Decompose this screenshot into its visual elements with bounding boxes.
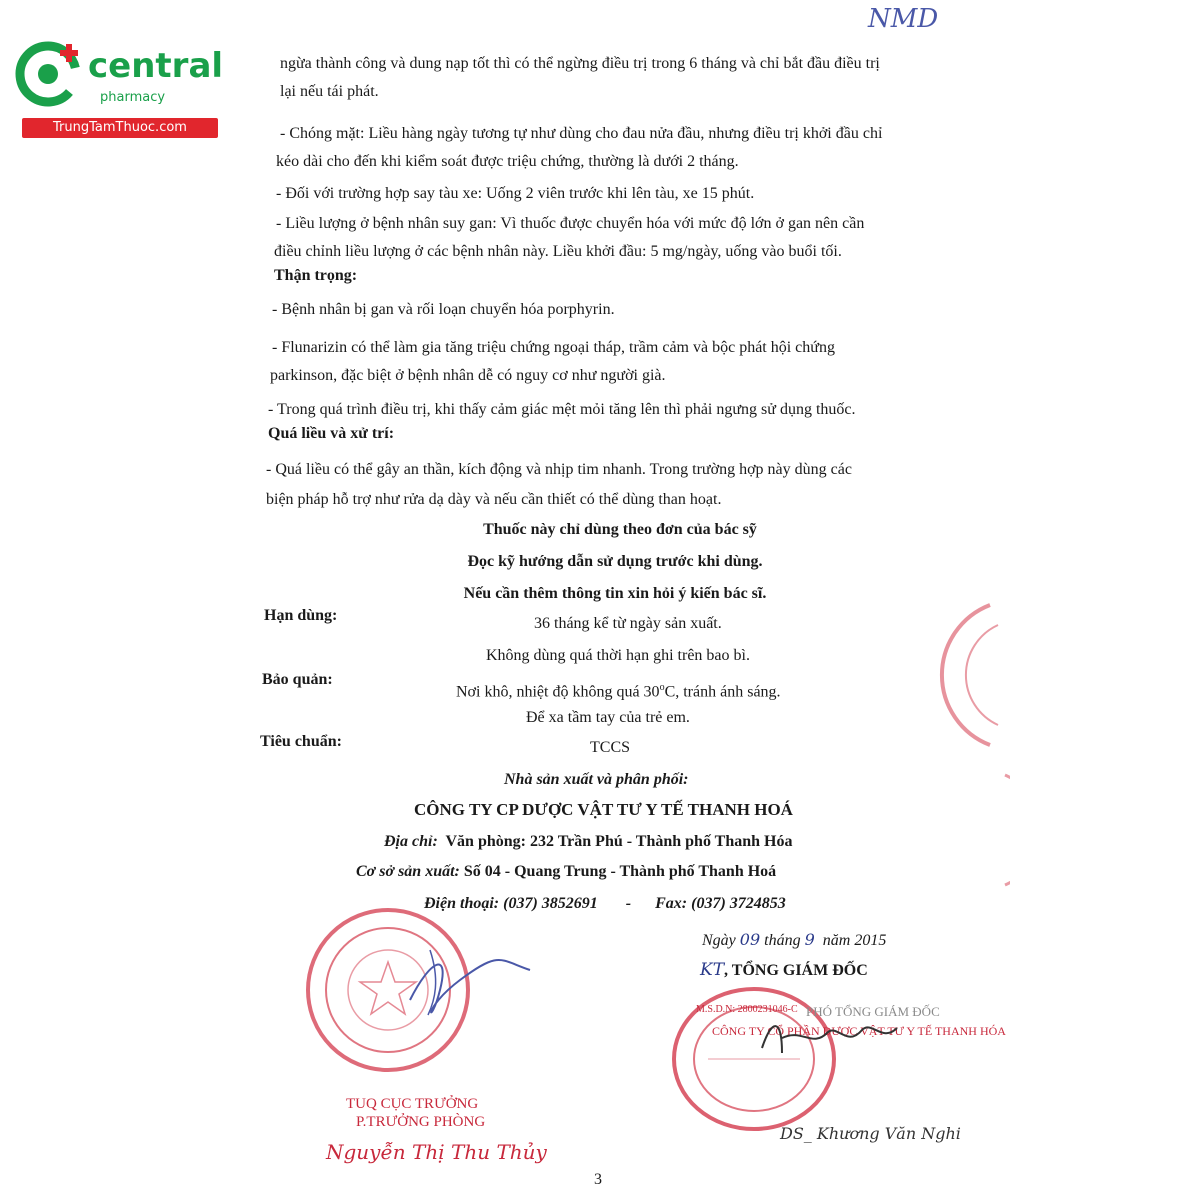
than-trong-item-1: - Bệnh nhân bị gan và rối loạn chuyển hóa porphyrin. [272,301,615,318]
right-signature-scribble-icon [752,1008,902,1068]
heading-than-trong: Thận trọng: [274,267,358,284]
right-stamp-text: CÔNG TY CỔ PHẦN DƯỢC VẬT TƯ Y TẾ THANH HÓA [712,1024,1006,1038]
top-handwritten-mark: NMD [868,4,939,34]
para-3-line-1: - Đối với trường hợp say tàu xe: Uống 2 viên trước khi lên tàu, xe 15 phút. [276,185,755,202]
logo-brand-text: central [88,46,224,86]
company-name: CÔNG TY CP DƯỢC VẬT TƯ Y TẾ THANH HOÁ [414,800,793,819]
han-dung-label: Hạn dùng: [264,607,338,624]
date-line: Ngày 09 tháng 9 năm 2015 [702,930,887,949]
edge-stamp-fragment-2-icon [960,770,1010,890]
warning-prescription: Thuốc này chỉ dùng theo đơn của bác sỹ [483,521,757,538]
page-number: 3 [594,1171,602,1188]
than-trong-item-2-line-1: - Flunarizin có thể làm gia tăng triệu chứng ngoại tháp, trầm cảm và bộc phát hội chứng [272,339,835,356]
tieu-chuan-label: Tiêu chuẩn: [260,733,342,750]
para-4-line-2: điều chỉnh liều lượng ở các bệnh nhân này. Liều khởi đầu: 5 mg/ngày, uống vào buổi tối. [274,243,842,260]
than-trong-item-2-line-2: parkinson, đặc biệt ở bệnh nhân dễ có nguy cơ như người già. [270,367,666,384]
han-dung-value-1: 36 tháng kể từ ngày sản xuất. [534,615,722,632]
than-trong-item-3: - Trong quá trình điều trị, khi thấy cảm giác mệt mỏi tăng lên thì phải ngưng sử dụng thuốc. [268,401,856,418]
para-1-line-1: ngừa thành công và dung nạp tốt thì có thể ngừng điều trị trong 6 tháng và chỉ bắt đầu điều trị [280,55,880,72]
left-signer-title-2: P.TRƯỞNG PHÒNG [356,1114,486,1130]
han-dung-value-2: Không dùng quá thời hạn ghi trên bao bì. [486,647,750,664]
warning-read-instructions: Đọc kỹ hướng dẫn sử dụng trước khi dùng. [467,553,763,570]
right-signer: DS_ Khương Văn Nghi [780,1124,961,1143]
logo-c-cross-icon [12,38,92,118]
para-2-line-1: - Chóng mặt: Liều hàng ngày tương tự như dùng cho đau nửa đầu, nhưng điều trị khởi đầu chỉ [280,125,883,142]
right-stamp-msdn: M.S.D.N: 2800231046-C [696,1004,798,1015]
tieu-chuan-value: TCCS [590,739,631,756]
edge-stamp-fragment-icon [930,600,1000,750]
left-signer-name: Nguyễn Thị Thu Thủy [326,1140,547,1164]
qua-lieu-line-1: - Quá liều có thể gây an thần, kích động và nhịp tim nhanh. Trong trường hợp này dùng các [266,461,852,478]
logo-sub-text: pharmacy [100,90,166,105]
bao-quan-value-1: Nơi khô, nhiệt độ không quá 30$^o$C, tránh ánh sáng. [456,682,781,701]
central-pharmacy-logo[interactable] [12,38,222,138]
logo-url-badge[interactable]: TrungTamThuoc.com [22,118,218,138]
manufacturer-label: Nhà sản xuất và phân phối: [504,771,689,788]
address-line: Địa chỉ: Văn phòng: 232 Trần Phú - Thành phố Thanh Hóa [384,833,793,850]
para-4-line-1: - Liều lượng ở bệnh nhân suy gan: Vì thuốc được chuyển hóa với mức độ lớn ở gan nên cần [276,215,865,232]
director-title: KT, TỔNG GIÁM ĐỐC [700,960,868,980]
para-1-line-2: lại nếu tái phát. [280,83,379,100]
heading-qua-lieu: Quá liều và xử trí: [268,425,395,442]
phone-fax-line: Điện thoại: (037) 3852691 - Fax: (037) 3724853 [424,895,786,912]
bao-quan-label: Bảo quản: [262,671,333,688]
left-signature-scribble-icon [400,940,540,1020]
para-2-line-2: kéo dài cho đến khi kiểm soát được triệu chứng, thường là dưới 2 tháng. [276,153,739,170]
qua-lieu-line-2: biện pháp hỗ trợ như rửa dạ dày và nếu cần thiết có thể dùng than hoạt. [266,491,722,508]
factory-line: Cơ sở sản xuất: Số 04 - Quang Trung - Thành phố Thanh Hoá [356,863,777,880]
deputy-director-title: PHÓ TỔNG GIÁM ĐỐC [806,1004,940,1019]
bao-quan-value-2: Để xa tầm tay của trẻ em. [526,709,690,726]
warning-ask-doctor: Nếu cần thêm thông tin xin hỏi ý kiến bác sĩ. [463,585,767,602]
left-signer-title-1: TUQ CỤC TRƯỞNG [346,1096,479,1112]
